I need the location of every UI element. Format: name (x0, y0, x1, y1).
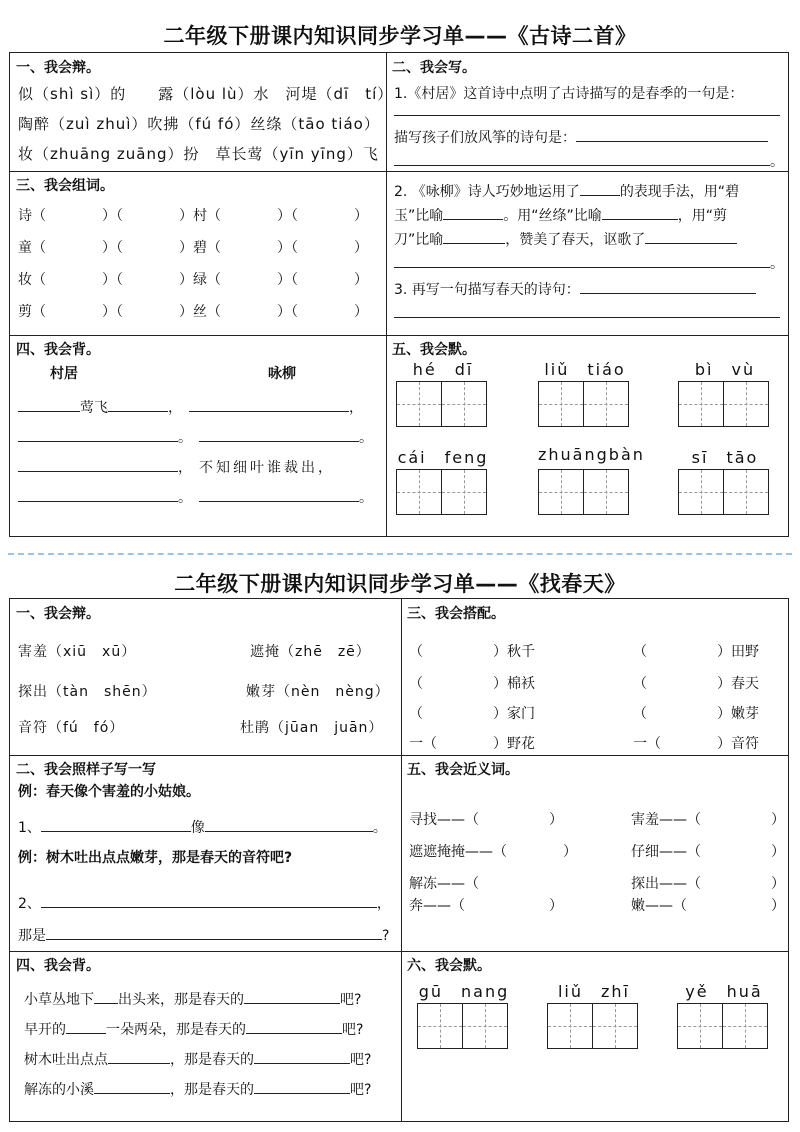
answer-blank[interactable] (189, 397, 349, 412)
synonym-item: 仔细——（ ） (631, 844, 785, 860)
match-item: （ ）田野 (633, 644, 759, 660)
tian-box[interactable] (396, 469, 442, 515)
section-title: 四、我会背。 (16, 958, 100, 974)
word-char: 碧 (193, 240, 207, 256)
answer-blank[interactable] (580, 279, 756, 294)
distinguish-item: 探出（tàn shēn） (18, 684, 157, 700)
doc1-section-dictation (386, 335, 788, 538)
answer-blank[interactable] (576, 127, 768, 142)
distinguish-line: 妆（zhuāng zuāng）扮 草长莺（yīn yīng）飞 (18, 145, 379, 163)
tian-box[interactable] (678, 381, 724, 427)
answer-blank[interactable] (394, 101, 780, 116)
doc2-grid (9, 598, 789, 1122)
doc1-section-recite: 四、我会背。 村居 咏柳 莺飞 ， ， 。 。 ， 不知细叶谁裁出， 。 。 (10, 335, 386, 538)
tian-box[interactable] (583, 381, 629, 427)
section-title: 一、我会辩。 (16, 60, 100, 76)
answer-blank[interactable] (394, 151, 770, 166)
tian-box[interactable] (583, 469, 629, 515)
match-item: （ ）春天 (633, 676, 759, 692)
example-sentence: 例：树木吐出点点嫩芽，那是春天的音符吧? (18, 850, 293, 866)
match-item: （ ）棉袄 (409, 676, 535, 692)
answer-blank[interactable] (254, 1049, 350, 1064)
answer-blank[interactable] (41, 893, 377, 908)
answer-blank[interactable] (18, 457, 178, 472)
answer-blank[interactable] (443, 229, 505, 244)
answer-blank[interactable] (199, 487, 359, 502)
answer-blank[interactable] (443, 205, 503, 220)
pinyin-group: gū nang (417, 979, 511, 1059)
answer-blank[interactable] (602, 205, 678, 220)
match-item: 一（ ）音符 (633, 736, 759, 752)
tian-box[interactable] (677, 1003, 723, 1049)
example-sentence: 例：春天像个害羞的小姑娘。 (18, 784, 200, 800)
write-q1b: 描写孩子们放风筝的诗句是： (394, 130, 576, 146)
match-item: （ ）家门 (409, 706, 535, 722)
section-title: 二、我会照样子写一写 (16, 762, 156, 778)
write-q2g: ，赞美了春天，讴歌了 (505, 232, 646, 248)
doc1-section-distinguish (10, 53, 394, 171)
answer-blank[interactable] (244, 989, 340, 1004)
doc2-title: 二年级下册课内知识同步学习单——《找春天》 (174, 572, 626, 596)
section-title: 五、我会默。 (392, 342, 476, 358)
pinyin-group: zhuāngbàn (538, 445, 632, 525)
word-char: 剪 (18, 304, 32, 320)
answer-blank[interactable] (46, 925, 382, 940)
poem-text: 莺飞 (80, 400, 108, 416)
doc1-grid (9, 52, 789, 537)
section-title: 五、我会近义词。 (407, 762, 519, 778)
answer-blank[interactable] (108, 397, 168, 412)
answer-blank[interactable] (645, 229, 737, 244)
tian-box[interactable] (462, 1003, 508, 1049)
tian-box[interactable] (678, 469, 724, 515)
tian-box[interactable] (722, 1003, 768, 1049)
write-q3: 3. 再写一句描写春天的诗句： (394, 282, 580, 298)
answer-blank[interactable] (94, 1079, 170, 1094)
distinguish-item: 害羞（xiū xū） (18, 644, 137, 660)
write-q1a: 1.《村居》这首诗中点明了古诗描写的是春季的一句是： (394, 86, 744, 102)
answer-blank[interactable] (205, 817, 373, 832)
answer-blank[interactable] (394, 303, 780, 318)
doc2-section-match (401, 599, 788, 755)
doc2-section-imitate: 二、我会照样子写一写 例：春天像个害羞的小姑娘。 1、 像 。 例：树木吐出点点嫩芽，那是春天的音符吧? 2、 ， 那是 ? (10, 755, 401, 951)
section-title: 三、我会组词。 (16, 178, 114, 194)
word-char: 诗 (18, 208, 32, 224)
poem-text: 不知细叶谁裁出， (199, 460, 335, 476)
answer-blank[interactable] (18, 487, 178, 502)
tian-box[interactable] (723, 381, 769, 427)
pinyin-group: liǔ zhī (547, 979, 641, 1059)
tian-box[interactable] (547, 1003, 593, 1049)
write-q2e: ，用“剪 (677, 208, 728, 224)
match-item: （ ）嫩芽 (633, 706, 759, 722)
synonym-item: 探出——（ ） (631, 876, 785, 892)
synonym-item: 害羞——（ ） (631, 812, 785, 828)
match-item: 一（ ）野花 (409, 736, 535, 752)
word-char: 村 (193, 208, 207, 224)
doc1-title: 二年级下册课内知识同步学习单——《古诗二首》 (163, 24, 637, 48)
word-char: 妆 (18, 272, 32, 288)
word-char: 绿 (193, 272, 207, 288)
write-q2f: 刀”比喻 (394, 232, 444, 248)
answer-blank[interactable] (18, 397, 80, 412)
tian-box[interactable] (592, 1003, 638, 1049)
doc2-section-dictation (401, 951, 788, 1121)
distinguish-line: 陶醉（zuì zhuì）吹拂（fú fó）丝绦（tāo tiáo） (18, 115, 380, 133)
poem-title: 咏柳 (268, 366, 296, 382)
tian-box[interactable] (396, 381, 442, 427)
write-q2c: 玉”比喻 (394, 208, 444, 224)
distinguish-item: 遮掩（zhē zē） (250, 644, 371, 660)
poem-title: 村居 (50, 366, 78, 382)
word-char: 童 (18, 240, 32, 256)
tian-box[interactable] (441, 469, 487, 515)
section-title: 二、我会写。 (392, 60, 476, 76)
distinguish-item: 音符（fú fó） (18, 720, 125, 736)
pinyin-group: cái feng (396, 445, 490, 525)
answer-blank[interactable] (580, 181, 620, 196)
tian-box[interactable] (723, 469, 769, 515)
distinguish-line: 似（shì sì）的 露（lòu lù）水 河堤（dī tí） (18, 85, 394, 103)
answer-blank[interactable] (246, 1019, 342, 1034)
answer-blank[interactable] (108, 1049, 170, 1064)
doc2-section-recite: 四、我会背。 小草丛地下 出头来，那是春天的 吧? 早开的 一朵两朵，那是春天的 吧? 树木吐出点点 ，那是春天的 吧? 解冻的小溪 ，那是春天的 吧? (10, 951, 401, 1121)
answer-blank[interactable] (254, 1079, 350, 1094)
answer-blank[interactable] (18, 427, 178, 442)
section-title: 三、我会搭配。 (407, 606, 505, 622)
doc1-section-words: 三、我会组词。 诗（ ）（ ）村（ ）（ ） 童（ ）（ ）碧（ ）（ ） 妆（ ）（ ）绿（ ）（ ） 剪（ ）（ ）丝（ ）（ ） (10, 171, 386, 335)
distinguish-item: 杜鹃（jūan juān） (240, 720, 384, 736)
doc2-section-synonyms (401, 755, 788, 951)
tian-box[interactable] (417, 1003, 463, 1049)
synonym-item: 奔——（ ） (409, 898, 563, 914)
tian-box[interactable] (538, 381, 584, 427)
period: 。 (770, 256, 784, 272)
synonym-item: 遮遮掩掩——（ ） (409, 844, 577, 860)
section-title: 四、我会背。 (16, 342, 100, 358)
answer-blank[interactable] (394, 253, 770, 268)
pinyin-group: sī tāo (678, 445, 772, 525)
pinyin-group: yě huā (677, 979, 771, 1059)
write-q2d: 。用“丝绦”比喻 (503, 208, 602, 224)
page-divider (8, 553, 792, 555)
write-q2a: 2. 《咏柳》诗人巧妙地运用了 (394, 184, 580, 200)
section-title: 一、我会辩。 (16, 606, 100, 622)
answer-blank[interactable] (199, 427, 359, 442)
synonym-item: 嫩——（ ） (631, 898, 785, 914)
pinyin-group: hé dī (396, 357, 490, 437)
word-char: 丝 (193, 304, 207, 320)
match-item: （ ）秋千 (409, 644, 535, 660)
section-title: 六、我会默。 (407, 958, 491, 974)
doc2-section-distinguish (10, 599, 401, 755)
synonym-item: 寻找——（ ） (409, 812, 563, 828)
pinyin-group: bì vù (678, 357, 772, 437)
distinguish-item: 嫩芽（nèn nèng） (246, 684, 390, 700)
pinyin-group: liǔ tiáo (538, 357, 632, 437)
answer-blank[interactable] (94, 989, 118, 1004)
answer-blank[interactable] (41, 817, 191, 832)
tian-box[interactable] (441, 381, 487, 427)
doc1-section-write (386, 53, 788, 335)
write-q2b: 的表现手法，用“碧 (619, 184, 740, 200)
synonym-item: 解冻——（ (409, 876, 479, 892)
answer-blank[interactable] (66, 1019, 106, 1034)
period: 。 (770, 154, 784, 170)
tian-box[interactable] (538, 469, 584, 515)
